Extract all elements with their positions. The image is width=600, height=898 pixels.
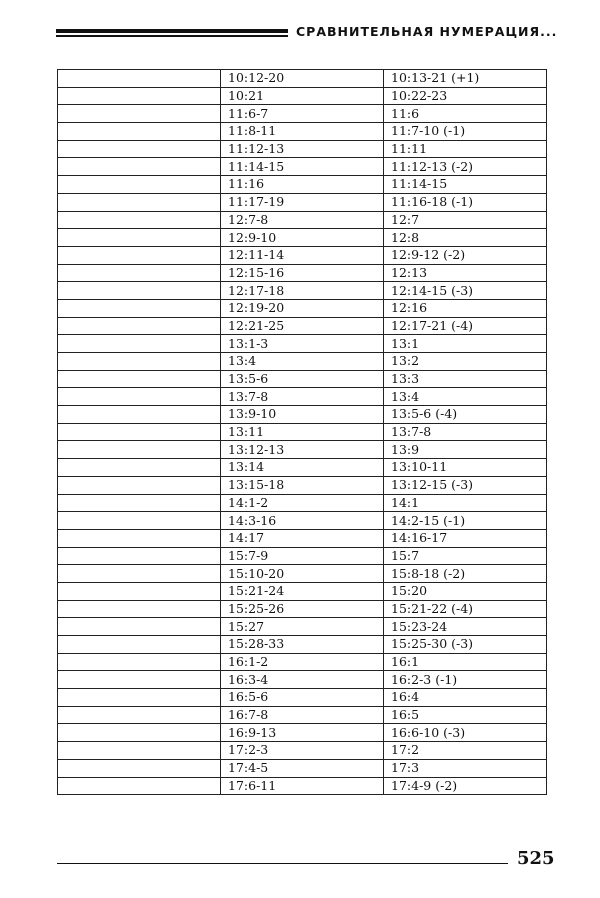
cell-alt-reference: 13:3 — [384, 370, 547, 388]
cell-blank — [58, 689, 221, 707]
cell-alt-reference: 13:2 — [384, 353, 547, 371]
cell-reference: 13:1-3 — [221, 335, 384, 353]
cell-blank — [58, 476, 221, 494]
cell-reference: 16:1-2 — [221, 653, 384, 671]
cell-blank — [58, 441, 221, 459]
cell-blank — [58, 158, 221, 176]
table-row — [58, 565, 547, 583]
cell-blank — [58, 724, 221, 742]
cell-blank — [58, 370, 221, 388]
table-row — [58, 87, 547, 105]
cell-alt-reference: 16:2-3 (-1) — [384, 671, 547, 689]
cell-reference: 12:11-14 — [221, 246, 384, 264]
cell-reference: 12:15-16 — [221, 264, 384, 282]
cell-reference: 14:1-2 — [221, 494, 384, 512]
cell-alt-reference: 14:1 — [384, 494, 547, 512]
cell-blank — [58, 600, 221, 618]
cell-alt-reference: 12:7 — [384, 211, 547, 229]
cell-alt-reference: 13:12-15 (-3) — [384, 476, 547, 494]
table-body — [58, 70, 547, 795]
cell-blank — [58, 70, 221, 88]
cell-blank — [58, 529, 221, 547]
cell-blank — [58, 706, 221, 724]
cell-blank — [58, 618, 221, 636]
table-row — [58, 246, 547, 264]
cell-blank — [58, 423, 221, 441]
cell-reference: 13:9-10 — [221, 406, 384, 424]
page-number: 525 — [517, 848, 555, 869]
cell-reference: 11:17-19 — [221, 193, 384, 211]
cell-reference: 13:11 — [221, 423, 384, 441]
cell-reference: 11:6-7 — [221, 105, 384, 123]
table-row — [58, 742, 547, 760]
cell-blank — [58, 299, 221, 317]
cell-reference: 12:19-20 — [221, 299, 384, 317]
table-row — [58, 353, 547, 371]
cell-alt-reference: 12:13 — [384, 264, 547, 282]
cell-reference: 13:15-18 — [221, 476, 384, 494]
cell-reference: 12:17-18 — [221, 282, 384, 300]
cell-blank — [58, 246, 221, 264]
cell-blank — [58, 388, 221, 406]
cell-blank — [58, 123, 221, 141]
table-row — [58, 724, 547, 742]
table-row — [58, 229, 547, 247]
cell-reference: 13:14 — [221, 459, 384, 477]
cell-reference: 13:4 — [221, 353, 384, 371]
table-row — [58, 476, 547, 494]
cell-blank — [58, 406, 221, 424]
cell-reference: 13:12-13 — [221, 441, 384, 459]
cell-blank — [58, 264, 221, 282]
table-row — [58, 264, 547, 282]
cell-reference: 11:12-13 — [221, 140, 384, 158]
cell-reference: 15:7-9 — [221, 547, 384, 565]
cell-alt-reference: 14:2-15 (-1) — [384, 512, 547, 530]
cell-reference: 13:5-6 — [221, 370, 384, 388]
cell-alt-reference: 13:10-11 — [384, 459, 547, 477]
cell-reference: 11:14-15 — [221, 158, 384, 176]
cell-reference: 17:4-5 — [221, 759, 384, 777]
table-row — [58, 299, 547, 317]
cell-reference: 15:21-24 — [221, 582, 384, 600]
cell-reference: 12:7-8 — [221, 211, 384, 229]
table-row — [58, 653, 547, 671]
cell-alt-reference: 17:3 — [384, 759, 547, 777]
table-row — [58, 176, 547, 194]
cell-reference: 13:7-8 — [221, 388, 384, 406]
cell-alt-reference: 11:16-18 (-1) — [384, 193, 547, 211]
cell-alt-reference: 10:22-23 — [384, 87, 547, 105]
cell-reference: 17:2-3 — [221, 742, 384, 760]
cell-alt-reference: 11:12-13 (-2) — [384, 158, 547, 176]
cell-reference: 14:3-16 — [221, 512, 384, 530]
table-row — [58, 494, 547, 512]
cell-alt-reference: 12:8 — [384, 229, 547, 247]
table-row — [58, 582, 547, 600]
header-rule — [56, 29, 288, 37]
table-row — [58, 158, 547, 176]
table-row — [58, 759, 547, 777]
cell-alt-reference: 11:11 — [384, 140, 547, 158]
cell-alt-reference: 14:16-17 — [384, 529, 547, 547]
cell-alt-reference: 15:25-30 (-3) — [384, 636, 547, 654]
cell-blank — [58, 282, 221, 300]
cell-reference: 15:27 — [221, 618, 384, 636]
cell-alt-reference: 11:14-15 — [384, 176, 547, 194]
cell-reference: 15:28-33 — [221, 636, 384, 654]
cell-blank — [58, 512, 221, 530]
cell-reference: 16:7-8 — [221, 706, 384, 724]
cell-reference: 15:10-20 — [221, 565, 384, 583]
cell-alt-reference: 17:2 — [384, 742, 547, 760]
cell-alt-reference: 16:6-10 (-3) — [384, 724, 547, 742]
cell-reference: 16:3-4 — [221, 671, 384, 689]
cell-alt-reference: 17:4-9 (-2) — [384, 777, 547, 795]
cell-alt-reference: 10:13-21 (+1) — [384, 70, 547, 88]
table-row — [58, 335, 547, 353]
cell-blank — [58, 777, 221, 795]
cell-blank — [58, 494, 221, 512]
table-row — [58, 512, 547, 530]
cell-reference: 12:9-10 — [221, 229, 384, 247]
cell-reference: 11:8-11 — [221, 123, 384, 141]
cell-alt-reference: 12:9-12 (-2) — [384, 246, 547, 264]
cell-reference: 14:17 — [221, 529, 384, 547]
cell-alt-reference: 16:4 — [384, 689, 547, 707]
cell-blank — [58, 193, 221, 211]
cell-alt-reference: 12:17-21 (-4) — [384, 317, 547, 335]
cell-blank — [58, 140, 221, 158]
cell-alt-reference: 13:4 — [384, 388, 547, 406]
cell-blank — [58, 353, 221, 371]
cell-alt-reference: 15:8-18 (-2) — [384, 565, 547, 583]
cell-blank — [58, 176, 221, 194]
cell-alt-reference: 15:23-24 — [384, 618, 547, 636]
cell-reference: 15:25-26 — [221, 600, 384, 618]
cell-reference: 16:5-6 — [221, 689, 384, 707]
cell-reference: 12:21-25 — [221, 317, 384, 335]
cell-alt-reference: 11:7-10 (-1) — [384, 123, 547, 141]
cell-blank — [58, 636, 221, 654]
cell-alt-reference: 13:1 — [384, 335, 547, 353]
cell-reference: 10:21 — [221, 87, 384, 105]
cell-alt-reference: 13:7-8 — [384, 423, 547, 441]
cell-alt-reference: 12:16 — [384, 299, 547, 317]
cell-alt-reference: 12:14-15 (-3) — [384, 282, 547, 300]
table-row — [58, 105, 547, 123]
table-row — [58, 706, 547, 724]
cell-blank — [58, 653, 221, 671]
cell-blank — [58, 87, 221, 105]
table-row — [58, 441, 547, 459]
cell-reference: 11:16 — [221, 176, 384, 194]
footer-rule — [57, 863, 508, 864]
table-row — [58, 600, 547, 618]
cell-blank — [58, 671, 221, 689]
table-row — [58, 459, 547, 477]
cell-alt-reference: 16:1 — [384, 653, 547, 671]
table-row — [58, 689, 547, 707]
table-row — [58, 777, 547, 795]
table-row — [58, 423, 547, 441]
table-row — [58, 282, 547, 300]
cell-alt-reference: 13:5-6 (-4) — [384, 406, 547, 424]
table-row — [58, 406, 547, 424]
running-title: СРАВНИТЕЛЬНАЯ НУМЕРАЦИЯ... — [296, 24, 558, 39]
cell-blank — [58, 547, 221, 565]
cell-alt-reference: 15:20 — [384, 582, 547, 600]
table-row — [58, 618, 547, 636]
table-row — [58, 193, 547, 211]
table-row — [58, 529, 547, 547]
cell-alt-reference: 15:21-22 (-4) — [384, 600, 547, 618]
cell-blank — [58, 105, 221, 123]
cell-alt-reference: 11:6 — [384, 105, 547, 123]
table-row — [58, 123, 547, 141]
table-row — [58, 70, 547, 88]
cell-blank — [58, 229, 221, 247]
cell-blank — [58, 317, 221, 335]
table-row — [58, 547, 547, 565]
cell-alt-reference: 16:5 — [384, 706, 547, 724]
cell-alt-reference: 15:7 — [384, 547, 547, 565]
cell-blank — [58, 565, 221, 583]
table-row — [58, 317, 547, 335]
cell-blank — [58, 211, 221, 229]
cell-alt-reference: 13:9 — [384, 441, 547, 459]
table-row — [58, 211, 547, 229]
table-row — [58, 671, 547, 689]
cell-reference: 17:6-11 — [221, 777, 384, 795]
cell-reference: 10:12-20 — [221, 70, 384, 88]
table-row — [58, 370, 547, 388]
cell-blank — [58, 742, 221, 760]
table-row — [58, 388, 547, 406]
cell-blank — [58, 459, 221, 477]
cell-reference: 16:9-13 — [221, 724, 384, 742]
cell-blank — [58, 759, 221, 777]
comparative-numbering-table — [57, 69, 547, 795]
table-row — [58, 636, 547, 654]
table-row — [58, 140, 547, 158]
cell-blank — [58, 582, 221, 600]
cell-blank — [58, 335, 221, 353]
